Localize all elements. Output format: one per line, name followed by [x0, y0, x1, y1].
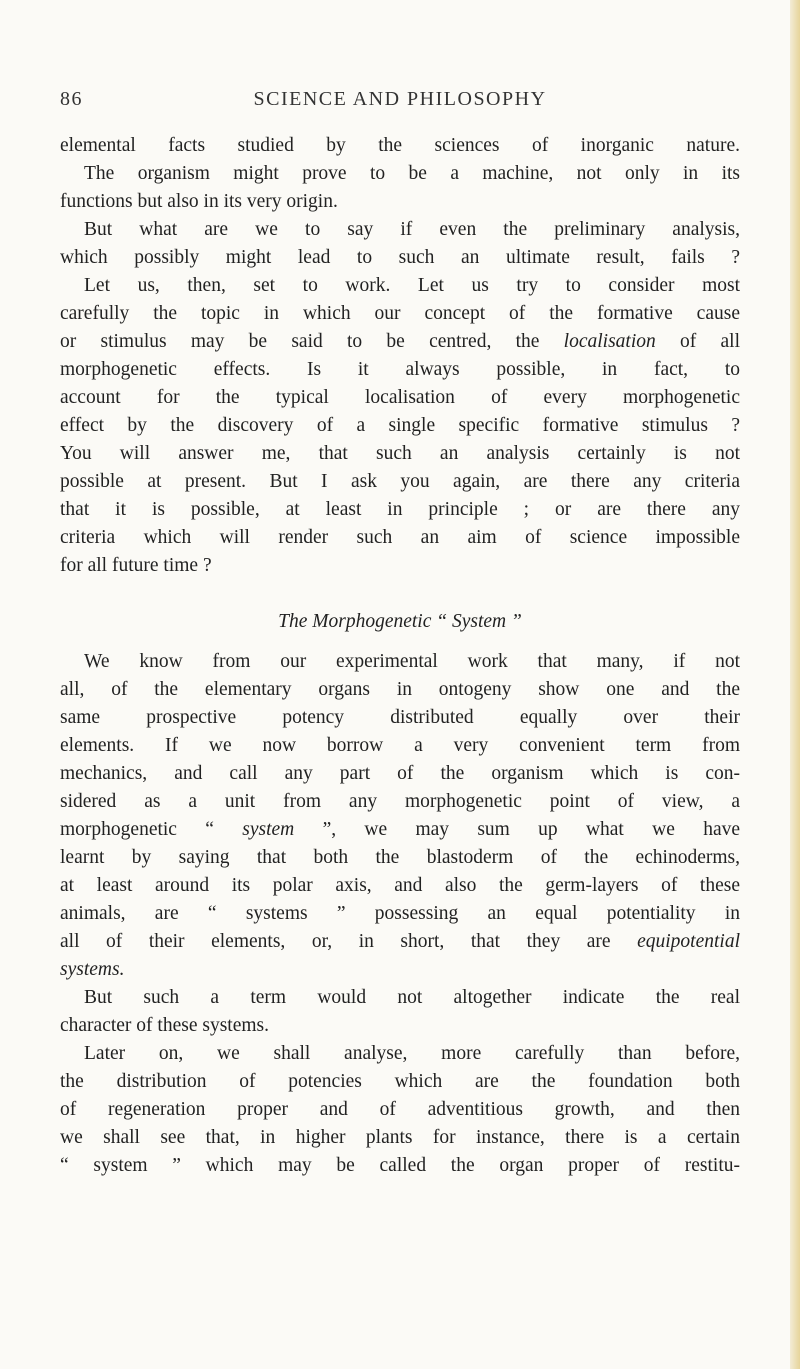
text-line: the distribution of potencies which are the foundation both [60, 1071, 740, 1092]
text-line: The organism might prove to be a machine, not only in its [84, 163, 740, 184]
text-line: learnt by saying that both the blastoderm of the echinoderms, [60, 847, 740, 868]
text-line: functions but also in its very origin. [60, 191, 338, 212]
text-line: elemental facts studied by the sciences of inorganic nature. [60, 135, 740, 156]
page-edge [790, 0, 800, 1369]
text-line: morphogenetic effects. Is it always possible, in fact, to [60, 359, 740, 380]
text-line: But such a term would not altogether indicate the real [84, 987, 740, 1008]
text-line: But what are we to say if even the preliminary analysis, [84, 219, 740, 240]
text-line: all of their elements, or, in short, that they are equipotential [60, 931, 740, 952]
text-line: carefully the topic in which our concept of the formative cause [60, 303, 740, 324]
text-line: Later on, we shall analyse, more carefully than before, [84, 1043, 740, 1064]
text-line: morphogenetic “ system ”, we may sum up what we have [60, 819, 740, 840]
text-line: that it is possible, at least in principle ; or are there any [60, 499, 740, 520]
text-line: “ system ” which may be called the organ proper of restitu- [60, 1155, 740, 1176]
text-line: You will answer me, that such an analysis certainly is not [60, 443, 740, 464]
text-line: Let us, then, set to work. Let us try to consider most [84, 275, 740, 296]
emphasis-localisation: localisation [563, 331, 656, 352]
text-line: animals, are “ systems ” possessing an equal potentiality in [60, 903, 740, 924]
text-line: or stimulus may be said to be centred, the localisation of all [60, 331, 740, 352]
running-title: SCIENCE AND PHILOSOPHY [253, 88, 547, 110]
text-line: account for the typical localisation of every morphogenetic [60, 387, 740, 408]
text-line: we shall see that, in higher plants for instance, there is a certain [60, 1127, 740, 1148]
text-line: sidered as a unit from any morphogenetic point of view, a [60, 791, 740, 812]
emphasis-system: system [242, 819, 295, 840]
section-heading: The Morphogenetic “ System ” [278, 611, 522, 632]
text-line: possible at present. But I ask you again, are there any criteria [60, 471, 740, 492]
text-line: all, of the elementary organs in ontogeny show one and the [60, 679, 740, 700]
body-text [60, 132, 740, 1180]
page-header [60, 88, 740, 118]
text-line: for all future time ? [60, 555, 212, 576]
text-line: same prospective potency distributed equally over their [60, 707, 740, 728]
emphasis-systems: systems. [60, 959, 125, 980]
text-line: We know from our experimental work that many, if not [84, 651, 740, 672]
text-line: of regeneration proper and of adventitious growth, and then [60, 1099, 740, 1120]
text-line: effect by the discovery of a single specific formative stimulus ? [60, 415, 740, 436]
text-line: which possibly might lead to such an ultimate result, fails ? [60, 247, 740, 268]
text-line [60, 956, 740, 984]
text-line: elements. If we now borrow a very convenient term from [60, 735, 740, 756]
emphasis-equipotential: equipotential [637, 931, 740, 952]
text-line: criteria which will render such an aim of science impossible [60, 527, 740, 548]
page-number: 86 [60, 88, 83, 110]
text-line: mechanics, and call any part of the organism which is con- [60, 763, 740, 784]
text-line: at least around its polar axis, and also the germ-layers of these [60, 875, 740, 896]
text-line: character of these systems. [60, 1015, 269, 1036]
